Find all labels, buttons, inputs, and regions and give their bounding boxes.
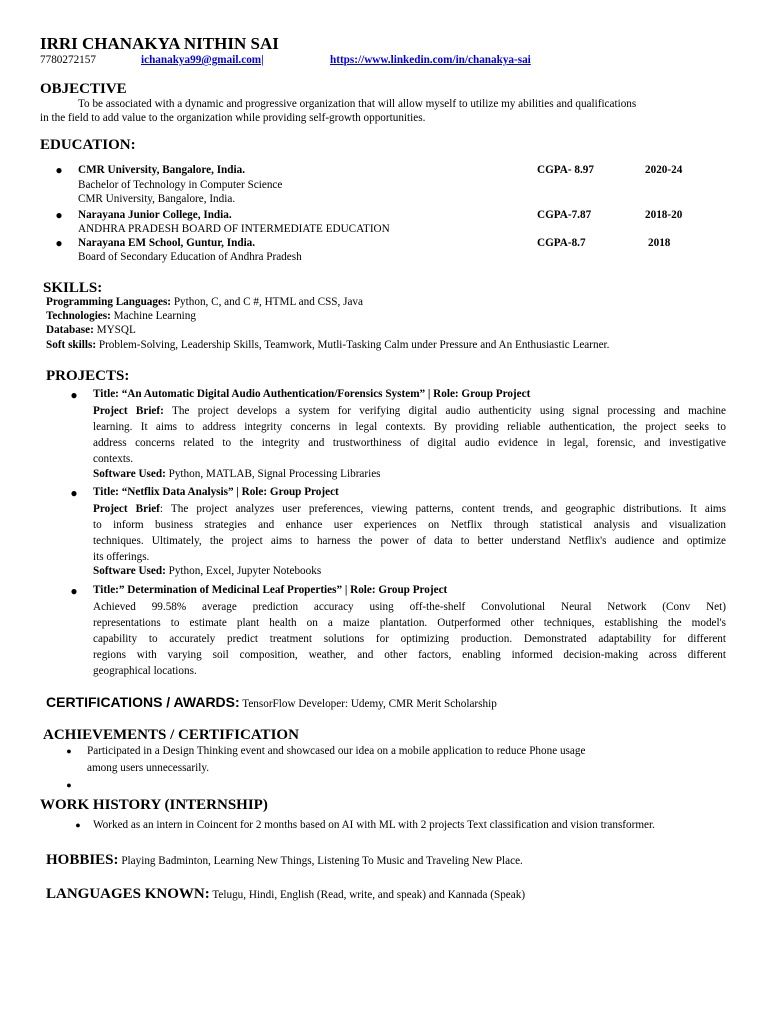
hobbies-text: Playing Badminton, Learning New Things, Listening To Music and Traveling New Place. [118, 855, 523, 867]
education-institution: Narayana Junior College, India. [78, 209, 232, 221]
certifications-text: TensorFlow Developer: Udemy, CMR Merit Scholarship [239, 698, 497, 710]
education-bullet: ● [55, 236, 63, 250]
project-brief-text: its offerings. [93, 551, 150, 563]
education-years: 2018-20 [645, 209, 683, 221]
project-brief-text: address concerns related to the integrity and trustworthiness of digital audio evidence in legal, forensic, and investigative [93, 437, 726, 449]
project-brief-text: : The project analyzes user preferences, viewing patterns, content trends, and geographic distributions. It aims [159, 503, 726, 515]
skills-value: Python, C, and C #, HTML and CSS, Java [171, 296, 363, 308]
skills-value: Machine Learning [110, 310, 196, 322]
project-brief-text: representations to estimate plant health on a maize plantation. Outperformed other techniques, establishing the model's [93, 617, 726, 629]
languages-heading: LANGUAGES KNOWN: [46, 886, 210, 902]
skills-heading: SKILLS: [43, 280, 103, 296]
skills-row [46, 309, 196, 323]
project-brief-label: Project Brief [93, 503, 160, 515]
project-title: Title: “An Automatic Digital Audio Authentication/Forensics System” | Role: Group Project [93, 388, 531, 400]
projects-heading: PROJECTS: [46, 368, 130, 384]
education-years: 2018 [648, 237, 671, 249]
skills-label: Database: [46, 324, 94, 336]
education-detail: Board of Secondary Education of Andhra Pradesh [78, 251, 302, 263]
skills-label: Technologies: [46, 310, 111, 322]
certifications-heading: CERTIFICATIONS / AWARDS: [46, 694, 240, 710]
project-bullet: ● [70, 388, 78, 402]
software-label: Software Used: [93, 565, 166, 577]
project-brief-text: to inform business strategies and enhance user experiences on Netflix through statistical analysis and visualization [93, 519, 726, 531]
education-score: CGPA- 8.97 [537, 164, 594, 176]
education-bullet: ● [55, 208, 63, 222]
project-title [93, 485, 339, 499]
email-link[interactable]: ichanakya99@gmail.com| [141, 54, 264, 66]
education-score: CGPA-8.7 [537, 237, 586, 249]
project-brief-text: techniques. Ultimately, the project aims to harness the power of data to better understand Netflix's audience and optimize [93, 535, 726, 547]
project-brief-text: contexts. [93, 453, 134, 465]
objective-heading: OBJECTIVE [40, 81, 127, 97]
education-detail: Bachelor of Technology in Computer Science [78, 179, 283, 191]
skills-value: Problem-Solving, Leadership Skills, Teamwork, Mutli-Tasking Calm under Pressure and An Enthusiastic Learner. [96, 339, 610, 351]
education-detail: CMR University, Bangalore, India. [78, 193, 236, 205]
languages-text: Telugu, Hindi, English (Read, write, and speak) and Kannada (Speak) [209, 889, 526, 901]
project-software [93, 467, 381, 481]
hobbies-heading: HOBBIES: [46, 852, 119, 868]
education-bullet: ● [55, 163, 63, 177]
work-heading: WORK HISTORY (INTERNSHIP) [40, 797, 268, 813]
education-score: CGPA-7.87 [537, 209, 592, 221]
achievement-line-1: Participated in a Design Thinking event and showcased our idea on a mobile application to reduce Phone usage [87, 745, 586, 757]
software-value: Python, MATLAB, Signal Processing Libraries [165, 468, 381, 480]
software-value: Python, Excel, Jupyter Notebooks [165, 565, 322, 577]
skills-row [46, 323, 136, 337]
project-brief [93, 403, 726, 467]
project-bullet: ● [70, 486, 78, 500]
software-label: Software Used: [93, 468, 166, 480]
project-brief-text: learning. It aims to address integrity concerns in legal contexts. By providing reliable authentication, the project seeks to [93, 421, 726, 433]
objective-line-1: To be associated with a dynamic and progressive organization that will allow myself to utilize my abilities and qualifications [78, 98, 637, 110]
project-brief-text: geographical locations. [93, 665, 197, 677]
project-brief-text: regions with varying soil composition, weather, and other factors, enabling informed decision-making across different [93, 649, 726, 661]
education-detail: ANDHRA PRADESH BOARD OF INTERMEDIATE EDUCATION [78, 223, 390, 235]
project-title-text: : “Netflix Data Analysis” | Role: Group Project [115, 486, 339, 498]
work-bullet: ● [75, 820, 81, 830]
education-institution: CMR University, Bangalore, India. [78, 164, 245, 176]
hobbies-row [46, 851, 523, 869]
candidate-name: IRRI CHANAKYA NITHIN SAI [40, 34, 279, 53]
linkedin-link[interactable]: https://www.linkedin.com/in/chanakya-sai [330, 54, 531, 66]
achievement-line-2: among users unnecessarily. [87, 762, 209, 774]
skills-label: Programming Languages: [46, 296, 172, 308]
achievements-heading: ACHIEVEMENTS / CERTIFICATION [43, 727, 299, 743]
education-heading: EDUCATION: [40, 137, 136, 153]
project-title-label: Title [93, 486, 116, 498]
achievement-bullet: ● [66, 746, 72, 756]
education-institution: Narayana EM School, Guntur, India. [78, 237, 256, 249]
project-brief-text: Achieved 99.58% average prediction accuracy using off-the-shelf Convolutional Neural Network (Conv Net) [93, 601, 726, 613]
skills-row [46, 338, 609, 352]
certifications-row [46, 693, 497, 711]
project-title: Title:” Determination of Medicinal Leaf Properties” | Role: Group Project [93, 584, 448, 596]
project-bullet: ● [70, 584, 78, 598]
skills-label: Soft skills: [46, 339, 97, 351]
skills-row [46, 295, 363, 309]
project-brief-text: capability to accurately predict treatment solutions for optimizing production. Demonstrated adaptability for different [93, 633, 726, 645]
work-text: Worked as an intern in Coincent for 2 months based on AI with ML with 2 projects Text classification and vision transformer. [93, 819, 655, 831]
skills-value: MYSQL [93, 324, 136, 336]
project-brief-text: The project develops a system for verifying digital audio authenticity using signal processing and machine [163, 405, 726, 417]
education-years: 2020-24 [645, 164, 683, 176]
project-brief-label: Project Brief: [93, 405, 164, 417]
phone-number: 7780272157 [40, 54, 96, 66]
objective-line-2: in the field to add value to the organization while providing self-growth opportunities. [40, 112, 426, 124]
languages-row [46, 885, 525, 903]
project-brief [93, 501, 726, 565]
project-brief [93, 599, 726, 679]
achievement-bullet-empty: ● [66, 780, 72, 790]
project-software [93, 564, 321, 578]
